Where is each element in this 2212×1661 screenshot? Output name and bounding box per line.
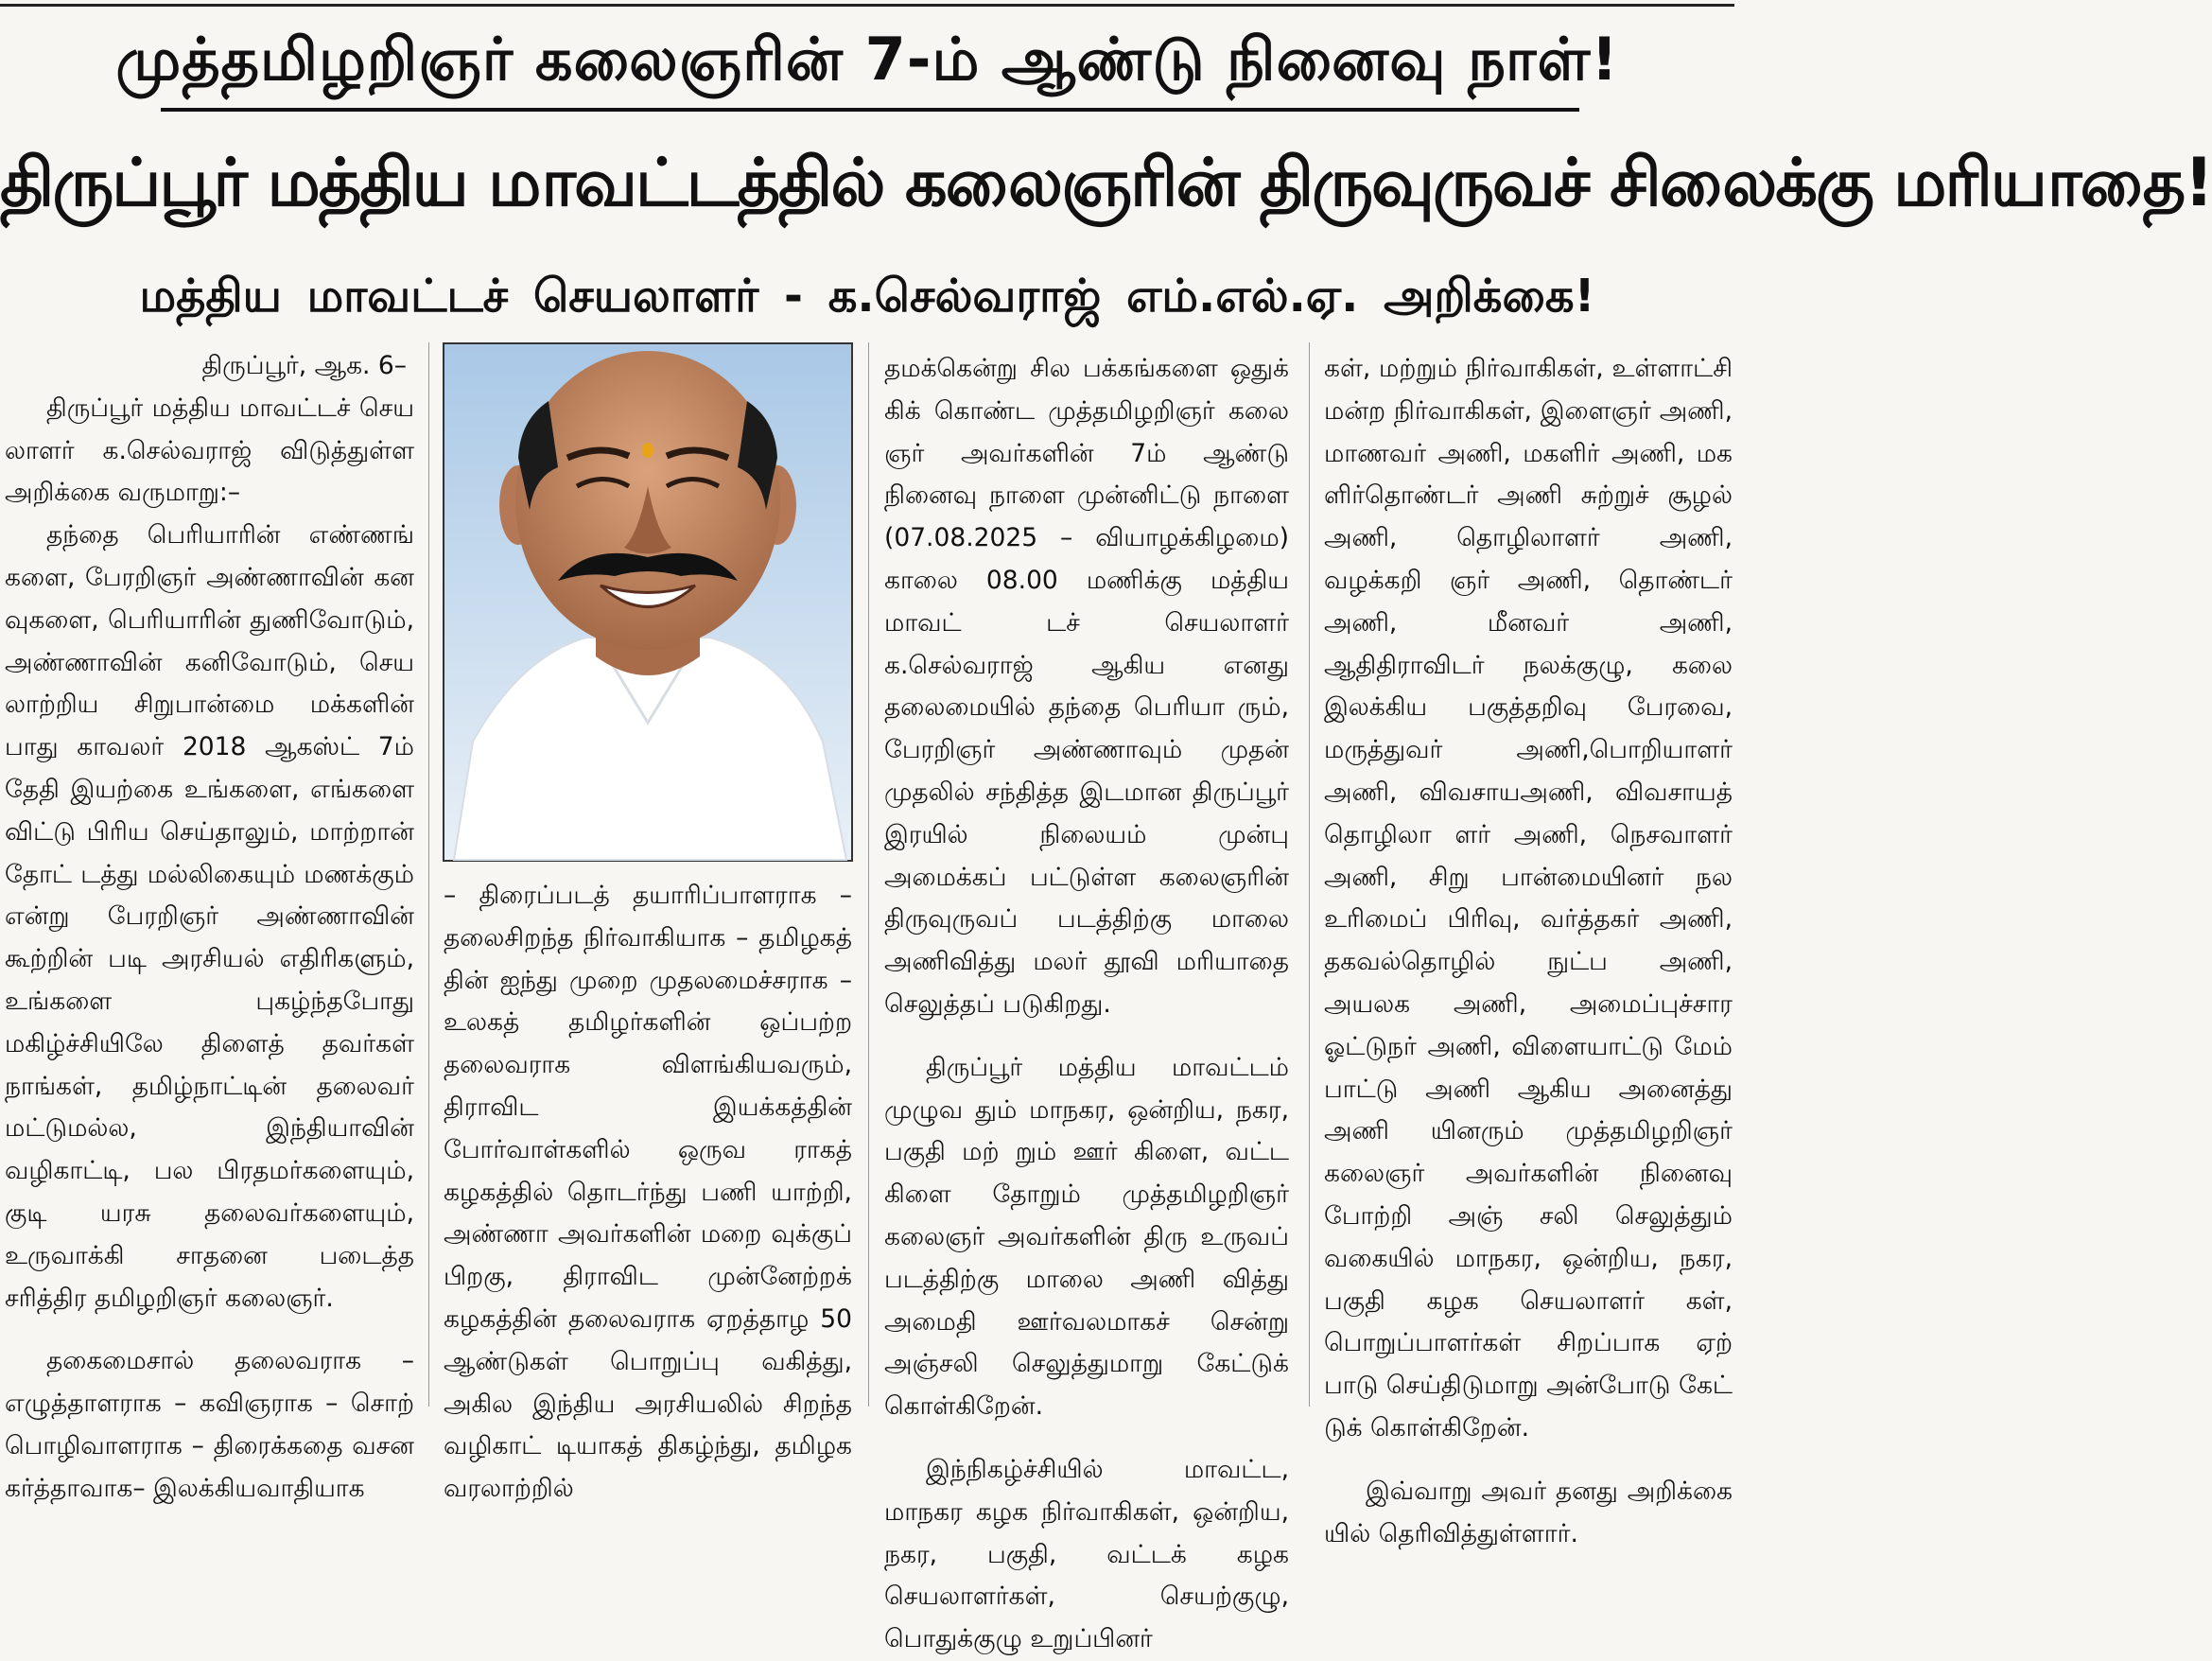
kicker-underline [161,108,1579,112]
kicker-headline: முத்தமிழறிஞர் கலைஞரின் 7-ம் ஆண்டு நினைவு நாள்! [115,25,1619,94]
paragraph: திருப்பூர் மத்திய மாவட்டம் முழுவ தும் மாநகர, ஒன்றிய, நகர, பகுதி மற் றும் ஊர் கிளை, வட்ட கிளை தோறும் முத்தமிழறிஞர் கலைஞர் அவர்களின் திரு உருவப் படத்திற்கு மாலை அணி வித்து அமைதி ஊர்வலமாகச் சென்று அஞ்சலி செலுத்துமாறு கேட்டுக் கொள்கிறேன். [884,1052,1289,1422]
paragraph: – திரைப்படத் தயாரிப்பாளராக – தலைசிறந்த நிர்வாகியாக – தமிழகத் தின் ஐந்து முறை முதலமைச்சராக – உலகத் தமிழர்களின் ஒப்பற்ற தலைவராக விளங்கியவரும், திராவிட இயக்கத்தின் போர்வாள்களில் ஒருவ ராகத் கழகத்தில் தொடர்ந்து பணி யாற்றி, அண்ணா அவர்களின் மறை வுக்குப் பிறகு, திராவிட முன்னேற்றக் கழகத்தின் தலைவராக ஏறத்தாழ 50 ஆண்டுகள் பொறுப்பு வகித்து, அகில இந்திய அரசியலில் சிறந்த வழிகாட் டியாகத் திகழ்ந்து, தமிழக வரலாற்றில் [444,881,852,1504]
article-column-1 [5,345,414,1511]
article-column-2 [444,875,852,1511]
paragraph: தகைமைசால் தலைவராக – எழுத்தாளராக – கவிஞராக – சொற் பொழிவாளராக – திரைக்கதை வசன கர்த்தாவாக– இலக்கியவாதியாக [5,1346,414,1503]
paragraph: இந்நிகழ்ச்சியில் மாவட்ட, மாநகர கழக நிர்வாகிகள், ஒன்றிய, நகர, பகுதி, வட்டக் கழக செயலாளர்கள், செயற்குழு, பொதுக்குழு உறுப்பினர் [884,1454,1289,1654]
article-column-4 [1324,348,1733,1555]
top-border-rule [0,4,1734,7]
paragraph: திருப்பூர் மத்திய மாவட்டச் செய லாளர் க.செல்வராஜ் விடுத்துள்ள அறிக்கை வருமாறு:– [5,393,414,508]
article-column-3 [884,348,1289,1661]
sub-headline: மத்திய மாவட்டச் செயலாளர் - க.செல்வராஜ் எம்.எல்.ஏ. அறிக்கை! [139,270,1595,323]
main-headline: திருப்பூர் மத்திய மாவட்டத்தில் கலைஞரின் திருவுருவச் சிலைக்கு மரியாதை! [0,144,2212,221]
paragraph: தந்தை பெரியாரின் எண்ணங் களை, பேரறிஞர் அண்ணாவின் கன வுகளை, பெரியாரின் துணிவோடும், அண்ணாவின் கனிவோடும், செய லாற்றிய சிறுபான்மை மக்களின் பாது காவலர் 2018 ஆகஸ்ட் 7ம் தேதி இயற்கை உங்களை, எங்களை விட்டு பிரிய செய்தாலும், மாற்றான் தோட் டத்து மல்லிகையும் மணக்கும் என்று பேரறிஞர் அண்ணாவின் கூற்றின் படி அரசியல் எதிரிகளும், உங்களை புகழ்ந்தபோது மகிழ்ச்சியிலே திளைத் தவர்கள் நாங்கள், தமிழ்நாட்டின் தலைவர் மட்டுமல்ல, இந்தியாவின் வழிகாட்டி, பல பிரதமர்களையும், குடி யரசு தலைவர்களையும், உருவாக்கி சாதனை படைத்த சரித்திர தமிழறிஞர் கலைஞர். [5,520,414,1313]
column-divider [1309,342,1310,1407]
dateline: திருப்பூர், ஆக. 6– [201,351,407,380]
portrait-illustration [444,344,851,860]
paragraph: இவ்வாறு அவர் தனது அறிக்கை யில் தெரிவித்துள்ளார். [1324,1476,1733,1548]
column-divider [868,342,869,1407]
portrait-photo-icon [443,342,853,862]
paragraph: தமக்கென்று சில பக்கங்களை ஒதுக் கிக் கொண்ட முத்தமிழறிஞர் கலை ஞர் அவர்களின் 7ம் ஆண்டு நினைவு நாளை முன்னிட்டு நாளை (07.08.2025 – வியாழக்கிழமை) காலை 08.00 மணிக்கு மத்திய மாவட் டச் செயலாளர் க.செல்வராஜ் ஆகிய எனது தலைமையில் தந்தை பெரியா ரும், பேரறிஞர் அண்ணாவும் முதன் முதலில் சந்தித்த இடமான திருப்பூர் இரயில் நிலையம் முன்பு அமைக்கப் பட்டுள்ள கலைஞரின் திருவுருவப் படத்திற்கு மாலை அணிவித்து மலர் தூவி மரியாதை செலுத்தப் படுகிறது. [884,354,1289,1019]
column-divider [428,342,429,1407]
paragraph: கள், மற்றும் நிர்வாகிகள், உள்ளாட்சி மன்ற நிர்வாகிகள், இளைஞர் அணி, மாணவர் அணி, மகளிர் அணி, மக ளிர்தொண்டர் அணி சுற்றுச் சூழல் அணி, தொழிலாளர் அணி, வழக்கறி ஞர் அணி, தொண்டர் அணி, மீனவர் அணி, ஆதிதிராவிடர் நலக்குழு, கலை இலக்கிய பகுத்தறிவு பேரவை, மருத்துவர் அணி,பொறியாளர் அணி, விவசாயஅணி, விவசாயத் தொழிலா ளர் அணி, நெசவாளர் அணி, சிறு பான்மையினர் நல உரிமைப் பிரிவு, வர்த்தகர் அணி, தகவல்தொழில் நுட்ப அணி, அயலக அணி, அமைப்புச்சார ஓட்டுநர் அணி, விளையாட்டு மேம் பாட்டு அணி ஆகிய அனைத்து அணி யினரும் முத்தமிழறிஞர் கலைஞர் அவர்களின் நினைவு போற்றி அஞ் சலி செலுத்தும் வகையில் மாநகர, ஒன்றிய, நகர, பகுதி கழக செயலாளர் கள், பொறுப்பாளர்கள் சிறப்பாக ஏற் பாடு செய்திடுமாறு அன்போடு கேட் டுக் கொள்கிறேன். [1324,354,1733,1442]
